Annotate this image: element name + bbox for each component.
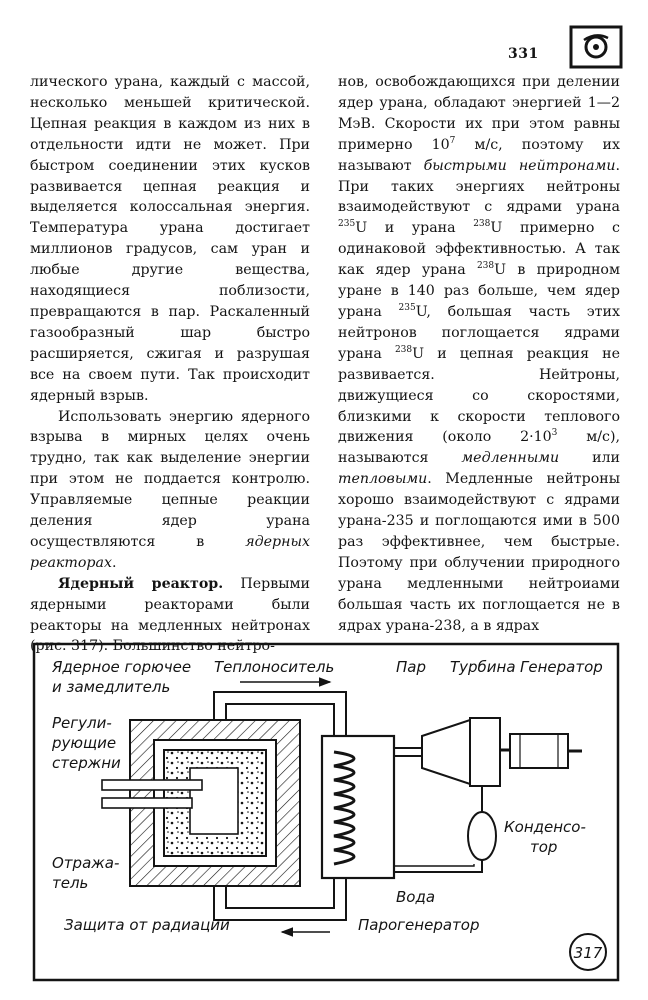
paragraph-reactor: Ядерный реактор. Первыми ядерными реакторами были реакторы на медленных нейтронах (рис. 317). Большинство нейтро- [30,575,310,655]
label-reflector-line2: тель [52,874,89,892]
term-slow: медленными [461,450,560,467]
label-fuel-line2: и замедлитель [52,678,171,696]
label-steam-generator: Парогенератор [358,916,480,934]
term-nuclear-reactors: ядерных реакторах [30,533,311,571]
section-heading-reactor: Ядерный реактор. [58,575,224,592]
paragraph-controlled-reaction: Использовать энергию ядерного взрыва в мирных целях очень трудно, так как выделение энергии при этом не поддается контролю. Управляемые цепные реакции деления ядер урана осуществляются в ядерных реакторах. [30,408,311,571]
steam-generator [322,736,394,878]
turbine-housing [470,718,500,786]
generator [510,734,568,768]
label-condenser-line2: тор [530,838,558,856]
label-coolant: Теплоноситель [214,658,335,676]
label-water: Вода [396,888,436,906]
right-text-column [338,72,620,636]
paragraph-neutrons: нов, освобождающихся при делении ядер урана, обладают энергией 1—2 МэВ. Скорости их при этом равны примерно $10^7$ м/с, поэтому их называют быстрыми нейтронами. При таких энергиях нейтроны взаимодействуют с ядрами урана $^{235}$U и урана $^{238}$U примерно с одинаковой эффективностью. А так как ядер урана $^{238}$U в природном уране в 140 раз больше, чем ядер урана $^{235}$U, большая часть этих нейтронов поглощается ядрами урана $^{238}$U и цепная реакция не развивается. Нейтроны, движущиеся со скоростями, близкими к скорости теплового движения (около $2\cdot 10^3$ м/с), называются медленными или тепловыми. Медленные нейтроны хорошо взаимодействуют с ядрами урана-235 и поглощаются ими в 500 раз эффективнее, чем быстрые. Поэтому при облучении природного урана медленными нейтроиами большая часть их поглощается не в ядрах урана-238, а в ядрах [338,74,621,634]
label-rods-line2: рующие [52,734,117,752]
paragraph-nuclear-explosion: лического урана, каждый с массой, несколько меньшей критической. Цепная реакция в каждом из них в отдельности идти не может. При быстром соединении этих кусков развивается цепная реакция и выделяется колоссальная энергия. Температура урана достигает миллионов градусов, сам уран и любые другие вещества, находящиеся поблизости, превращаются в пар. Раскаленный газообразный шар быстро расширяется, сжигая и разрушая все на своем пути. Так происходит ядерный взрыв. [30,74,310,404]
reactor-figure [30,640,622,984]
term-fast-neutrons: быстрыми нейтронами [423,157,616,174]
label-turbine: Турбина [450,658,516,676]
label-rods-line3: стержни [52,754,121,772]
figure-number: 317 [573,944,603,962]
label-generator: Генератор [520,658,603,676]
left-text-column [30,72,310,657]
section-atom-icon [568,24,624,70]
label-condenser-line1: Конденсо- [504,818,586,836]
turbine [422,720,470,784]
label-fuel-line1: Ядерное горючее [52,658,192,676]
label-steam: Пар [396,658,426,676]
core-cavity [190,768,238,834]
term-thermal: тепловыми [338,471,428,488]
condenser [468,812,496,860]
page-number: 331 [508,46,539,62]
label-reflector-line1: Отража- [52,854,120,872]
label-rods-line1: Регули- [52,714,112,732]
label-shield: Защита от радиации [64,916,230,934]
